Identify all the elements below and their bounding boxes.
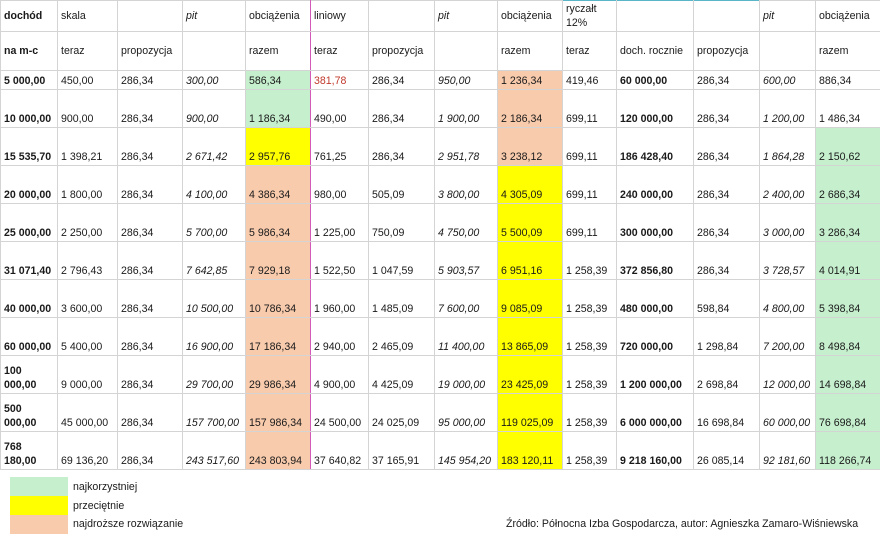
skala-teraz-cell: 5 400,00 [58, 318, 118, 356]
ryczalt-pit-cell: 1 200,00 [760, 90, 816, 128]
liniowy-teraz-cell: 761,25 [311, 128, 369, 166]
header-obciazenia: obciążenia [246, 1, 311, 32]
ryczalt-teraz-cell: 1 258,39 [563, 280, 617, 318]
ryczalt-doch-rocznie-cell: 372 856,80 [617, 242, 694, 280]
dochod-cell: 25 000,00 [1, 204, 58, 242]
skala-propozycja-cell: 286,34 [118, 356, 183, 394]
ryczalt-teraz-cell: 699,11 [563, 166, 617, 204]
liniowy-propozycja-cell: 505,09 [369, 166, 435, 204]
header-doch-rocznie: doch. rocznie [617, 32, 694, 71]
skala-pit-cell: 4 100,00 [183, 166, 246, 204]
skala-propozycja-cell: 286,34 [118, 432, 183, 470]
legend-swatch-yellow [10, 496, 68, 515]
skala-propozycja-cell: 286,34 [118, 318, 183, 356]
liniowy-teraz-cell: 980,00 [311, 166, 369, 204]
ryczalt-teraz-cell: 1 258,39 [563, 356, 617, 394]
skala-teraz-cell: 69 136,20 [58, 432, 118, 470]
skala-propozycja-cell: 286,34 [118, 280, 183, 318]
liniowy-razem-cell: 4 305,09 [498, 166, 563, 204]
legend-swatch-green [10, 477, 68, 496]
skala-teraz-cell: 9 000,00 [58, 356, 118, 394]
liniowy-propozycja-cell: 24 025,09 [369, 394, 435, 432]
liniowy-razem-cell: 6 951,16 [498, 242, 563, 280]
dochod-cell: 768 180,00 [1, 432, 58, 470]
header-skala: skala [58, 1, 118, 32]
liniowy-propozycja-cell: 37 165,91 [369, 432, 435, 470]
skala-teraz-cell: 3 600,00 [58, 280, 118, 318]
ryczalt-razem-cell: 3 286,34 [816, 204, 880, 242]
skala-pit-cell: 29 700,00 [183, 356, 246, 394]
liniowy-propozycja-cell: 286,34 [369, 128, 435, 166]
header-empty [760, 32, 816, 71]
ryczalt-doch-rocznie-cell: 240 000,00 [617, 166, 694, 204]
skala-teraz-cell: 900,00 [58, 90, 118, 128]
skala-pit-cell: 2 671,42 [183, 128, 246, 166]
ryczalt-teraz-cell: 1 258,39 [563, 394, 617, 432]
liniowy-razem-cell: 9 085,09 [498, 280, 563, 318]
skala-razem-cell: 17 186,34 [246, 318, 311, 356]
ryczalt-doch-rocznie-cell: 480 000,00 [617, 280, 694, 318]
ryczalt-razem-cell: 2 686,34 [816, 166, 880, 204]
skala-razem-cell: 10 786,34 [246, 280, 311, 318]
dochod-cell: 60 000,00 [1, 318, 58, 356]
liniowy-propozycja-cell: 4 425,09 [369, 356, 435, 394]
ryczalt-doch-rocznie-cell: 300 000,00 [617, 204, 694, 242]
skala-teraz-cell: 1 398,21 [58, 128, 118, 166]
ryczalt-propozycja-cell: 26 085,14 [694, 432, 760, 470]
table-row [1, 356, 880, 394]
header-propozycja: propozycja [694, 32, 760, 71]
skala-razem-cell: 5 986,34 [246, 204, 311, 242]
liniowy-pit-cell: 5 903,57 [435, 242, 498, 280]
ryczalt-razem-cell: 14 698,84 [816, 356, 880, 394]
header-propozycja: propozycja [118, 32, 183, 71]
ryczalt-pit-cell: 7 200,00 [760, 318, 816, 356]
header-empty [435, 32, 498, 71]
ryczalt-propozycja-cell: 2 698,84 [694, 356, 760, 394]
ryczalt-teraz-cell: 699,11 [563, 128, 617, 166]
skala-pit-cell: 16 900,00 [183, 318, 246, 356]
skala-pit-cell: 243 517,60 [183, 432, 246, 470]
header-na-mc: na m-c [1, 32, 58, 71]
ryczalt-doch-rocznie-cell: 6 000 000,00 [617, 394, 694, 432]
header-propozycja: propozycja [369, 32, 435, 71]
ryczalt-propozycja-cell: 286,34 [694, 128, 760, 166]
header-pit: pit [760, 1, 816, 32]
liniowy-teraz-cell: 1 960,00 [311, 280, 369, 318]
header-pit: pit [435, 1, 498, 32]
header-razem: razem [816, 32, 880, 71]
legend-swatch-orange [10, 515, 68, 534]
ryczalt-pit-cell: 60 000,00 [760, 394, 816, 432]
table-row [1, 71, 880, 90]
header-teraz: teraz [311, 32, 369, 71]
skala-teraz-cell: 1 800,00 [58, 166, 118, 204]
ryczalt-pit-cell: 3 000,00 [760, 204, 816, 242]
liniowy-propozycja-cell: 2 465,09 [369, 318, 435, 356]
dochod-cell: 5 000,00 [1, 71, 58, 90]
skala-razem-cell: 157 986,34 [246, 394, 311, 432]
liniowy-razem-cell: 5 500,09 [498, 204, 563, 242]
liniowy-pit-cell: 4 750,00 [435, 204, 498, 242]
table-row [1, 128, 880, 166]
liniowy-pit-cell: 950,00 [435, 71, 498, 90]
liniowy-pit-cell: 7 600,00 [435, 280, 498, 318]
ryczalt-teraz-cell: 1 258,39 [563, 432, 617, 470]
liniowy-teraz-cell: 37 640,82 [311, 432, 369, 470]
skala-pit-cell: 5 700,00 [183, 204, 246, 242]
dochod-cell: 15 535,70 [1, 128, 58, 166]
liniowy-pit-cell: 3 800,00 [435, 166, 498, 204]
header-ryczalt: ryczałt 12% [563, 1, 617, 32]
header-empty [694, 1, 760, 32]
ryczalt-razem-cell: 4 014,91 [816, 242, 880, 280]
table-row [1, 242, 880, 280]
ryczalt-teraz-cell: 699,11 [563, 204, 617, 242]
table-row [1, 432, 880, 470]
legend-label-orange: najdroższe rozwiązanie [73, 518, 184, 530]
skala-propozycja-cell: 286,34 [118, 242, 183, 280]
ryczalt-razem-cell: 76 698,84 [816, 394, 880, 432]
skala-razem-cell: 4 386,34 [246, 166, 311, 204]
ryczalt-pit-cell: 1 864,28 [760, 128, 816, 166]
ryczalt-pit-cell: 92 181,60 [760, 432, 816, 470]
ryczalt-propozycja-cell: 286,34 [694, 242, 760, 280]
liniowy-propozycja-cell: 286,34 [369, 90, 435, 128]
skala-razem-cell: 586,34 [246, 71, 311, 90]
liniowy-pit-cell: 145 954,20 [435, 432, 498, 470]
liniowy-razem-cell: 2 186,34 [498, 90, 563, 128]
liniowy-teraz-cell: 490,00 [311, 90, 369, 128]
skala-pit-cell: 300,00 [183, 71, 246, 90]
header-liniowy: liniowy [311, 1, 369, 32]
skala-propozycja-cell: 286,34 [118, 128, 183, 166]
skala-teraz-cell: 45 000,00 [58, 394, 118, 432]
ryczalt-razem-cell: 886,34 [816, 71, 880, 90]
liniowy-razem-cell: 13 865,09 [498, 318, 563, 356]
ryczalt-pit-cell: 2 400,00 [760, 166, 816, 204]
table-row [1, 204, 880, 242]
header-empty [369, 1, 435, 32]
ryczalt-pit-cell: 3 728,57 [760, 242, 816, 280]
ryczalt-propozycja-cell: 16 698,84 [694, 394, 760, 432]
dochod-cell: 20 000,00 [1, 166, 58, 204]
liniowy-razem-cell: 23 425,09 [498, 356, 563, 394]
liniowy-pit-cell: 1 900,00 [435, 90, 498, 128]
header-empty [617, 1, 694, 32]
skala-propozycja-cell: 286,34 [118, 204, 183, 242]
header-empty [183, 32, 246, 71]
liniowy-razem-cell: 3 238,12 [498, 128, 563, 166]
liniowy-razem-cell: 183 120,11 [498, 432, 563, 470]
table-row [1, 318, 880, 356]
source-note: Źródło: Północna Izba Gospodarcza, autor: Agnieszka Zamaro-Wiśniewska [506, 518, 859, 530]
liniowy-propozycja-cell: 1 485,09 [369, 280, 435, 318]
header-dochod: dochód [1, 1, 58, 32]
ryczalt-teraz-cell: 419,46 [563, 71, 617, 90]
skala-pit-cell: 157 700,00 [183, 394, 246, 432]
ryczalt-razem-cell: 2 150,62 [816, 128, 880, 166]
ryczalt-razem-cell: 1 486,34 [816, 90, 880, 128]
legend-label-green: najkorzystniej [73, 481, 138, 493]
ryczalt-pit-cell: 600,00 [760, 71, 816, 90]
ryczalt-razem-cell: 8 498,84 [816, 318, 880, 356]
skala-teraz-cell: 2 796,43 [58, 242, 118, 280]
skala-razem-cell: 243 803,94 [246, 432, 311, 470]
liniowy-propozycja-cell: 750,09 [369, 204, 435, 242]
liniowy-pit-cell: 11 400,00 [435, 318, 498, 356]
header-row-2 [1, 32, 880, 71]
ryczalt-propozycja-cell: 286,34 [694, 71, 760, 90]
ryczalt-propozycja-cell: 286,34 [694, 90, 760, 128]
ryczalt-propozycja-cell: 598,84 [694, 280, 760, 318]
liniowy-pit-cell: 95 000,00 [435, 394, 498, 432]
skala-propozycja-cell: 286,34 [118, 71, 183, 90]
liniowy-pit-cell: 2 951,78 [435, 128, 498, 166]
ryczalt-razem-cell: 118 266,74 [816, 432, 880, 470]
table-row [1, 166, 880, 204]
liniowy-razem-cell: 1 236,34 [498, 71, 563, 90]
dochod-cell: 100 000,00 [1, 356, 58, 394]
skala-teraz-cell: 450,00 [58, 71, 118, 90]
legend-label-yellow: przeciętnie [73, 500, 125, 512]
table-row [1, 90, 880, 128]
ryczalt-razem-cell: 5 398,84 [816, 280, 880, 318]
dochod-cell: 40 000,00 [1, 280, 58, 318]
skala-pit-cell: 900,00 [183, 90, 246, 128]
ryczalt-propozycja-cell: 1 298,84 [694, 318, 760, 356]
liniowy-teraz-cell: 24 500,00 [311, 394, 369, 432]
skala-razem-cell: 7 929,18 [246, 242, 311, 280]
liniowy-propozycja-cell: 286,34 [369, 71, 435, 90]
liniowy-propozycja-cell: 1 047,59 [369, 242, 435, 280]
skala-pit-cell: 10 500,00 [183, 280, 246, 318]
ryczalt-propozycja-cell: 286,34 [694, 204, 760, 242]
ryczalt-propozycja-cell: 286,34 [694, 166, 760, 204]
header-obciazenia: obciążenia [498, 1, 563, 32]
liniowy-teraz-cell: 381,78 [311, 71, 369, 90]
ryczalt-teraz-cell: 1 258,39 [563, 318, 617, 356]
liniowy-teraz-cell: 2 940,00 [311, 318, 369, 356]
dochod-cell: 10 000,00 [1, 90, 58, 128]
ryczalt-doch-rocznie-cell: 186 428,40 [617, 128, 694, 166]
ryczalt-doch-rocznie-cell: 9 218 160,00 [617, 432, 694, 470]
liniowy-teraz-cell: 1 522,50 [311, 242, 369, 280]
ryczalt-teraz-cell: 1 258,39 [563, 242, 617, 280]
ryczalt-doch-rocznie-cell: 720 000,00 [617, 318, 694, 356]
liniowy-teraz-cell: 4 900,00 [311, 356, 369, 394]
skala-razem-cell: 1 186,34 [246, 90, 311, 128]
header-row-1 [1, 1, 880, 32]
dochod-cell: 500 000,00 [1, 394, 58, 432]
liniowy-pit-cell: 19 000,00 [435, 356, 498, 394]
table-row [1, 280, 880, 318]
dochod-cell: 31 071,40 [1, 242, 58, 280]
skala-pit-cell: 7 642,85 [183, 242, 246, 280]
header-obciazenia: obciążenia [816, 1, 880, 32]
header-razem: razem [498, 32, 563, 71]
ryczalt-teraz-cell: 699,11 [563, 90, 617, 128]
table-row [1, 394, 880, 432]
skala-propozycja-cell: 286,34 [118, 394, 183, 432]
header-teraz: teraz [58, 32, 118, 71]
ryczalt-doch-rocznie-cell: 120 000,00 [617, 90, 694, 128]
ryczalt-doch-rocznie-cell: 60 000,00 [617, 71, 694, 90]
ryczalt-pit-cell: 4 800,00 [760, 280, 816, 318]
skala-razem-cell: 29 986,34 [246, 356, 311, 394]
skala-razem-cell: 2 957,76 [246, 128, 311, 166]
liniowy-teraz-cell: 1 225,00 [311, 204, 369, 242]
header-teraz: teraz [563, 32, 617, 71]
skala-propozycja-cell: 286,34 [118, 90, 183, 128]
ryczalt-pit-cell: 12 000,00 [760, 356, 816, 394]
ryczalt-doch-rocznie-cell: 1 200 000,00 [617, 356, 694, 394]
skala-teraz-cell: 2 250,00 [58, 204, 118, 242]
header-razem: razem [246, 32, 311, 71]
liniowy-razem-cell: 119 025,09 [498, 394, 563, 432]
skala-propozycja-cell: 286,34 [118, 166, 183, 204]
header-pit: pit [183, 1, 246, 32]
header-empty [118, 1, 183, 32]
